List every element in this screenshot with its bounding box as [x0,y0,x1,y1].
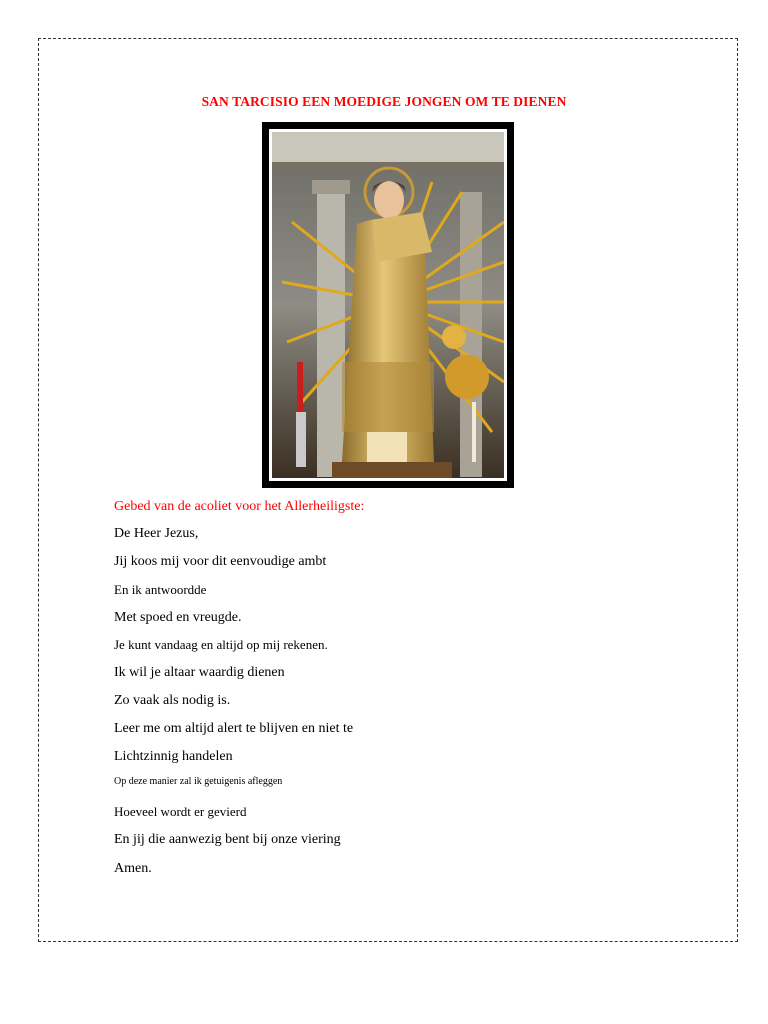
prayer-heading: Gebed van de acoliet voor het Allerheiligste: [114,499,365,514]
prayer-line: De Heer Jezus, [114,526,199,541]
prayer-line: Jij koos mij voor dit eenvoudige ambt [114,554,327,569]
statue-photo [262,122,514,488]
prayer-line: Met spoed en vreugde. [114,610,242,625]
prayer-line: Zo vaak als nodig is. [114,693,231,708]
prayer-line: Je kunt vandaag en altijd op mij rekenen. [114,637,328,652]
prayer-line: Hoeveel wordt er gevierd [114,804,247,819]
prayer-line: En ik antwoordde [114,582,207,597]
prayer-line: Ik wil je altaar waardig dienen [114,665,285,680]
page-title: SAN TARCISIO EEN MOEDIGE JONGEN OM TE DIENEN [201,94,567,109]
prayer-line: Leer me om altijd alert te blijven en niet te [114,721,354,736]
prayer-line: Amen. [114,861,152,876]
saint-statue-illustration [272,132,504,478]
prayer-line: Lichtzinnig handelen [114,749,233,764]
prayer-line: En jij die aanwezig bent bij onze viering [114,832,341,847]
prayer-line: Op deze manier zal ik getuigenis afleggen [114,776,283,787]
